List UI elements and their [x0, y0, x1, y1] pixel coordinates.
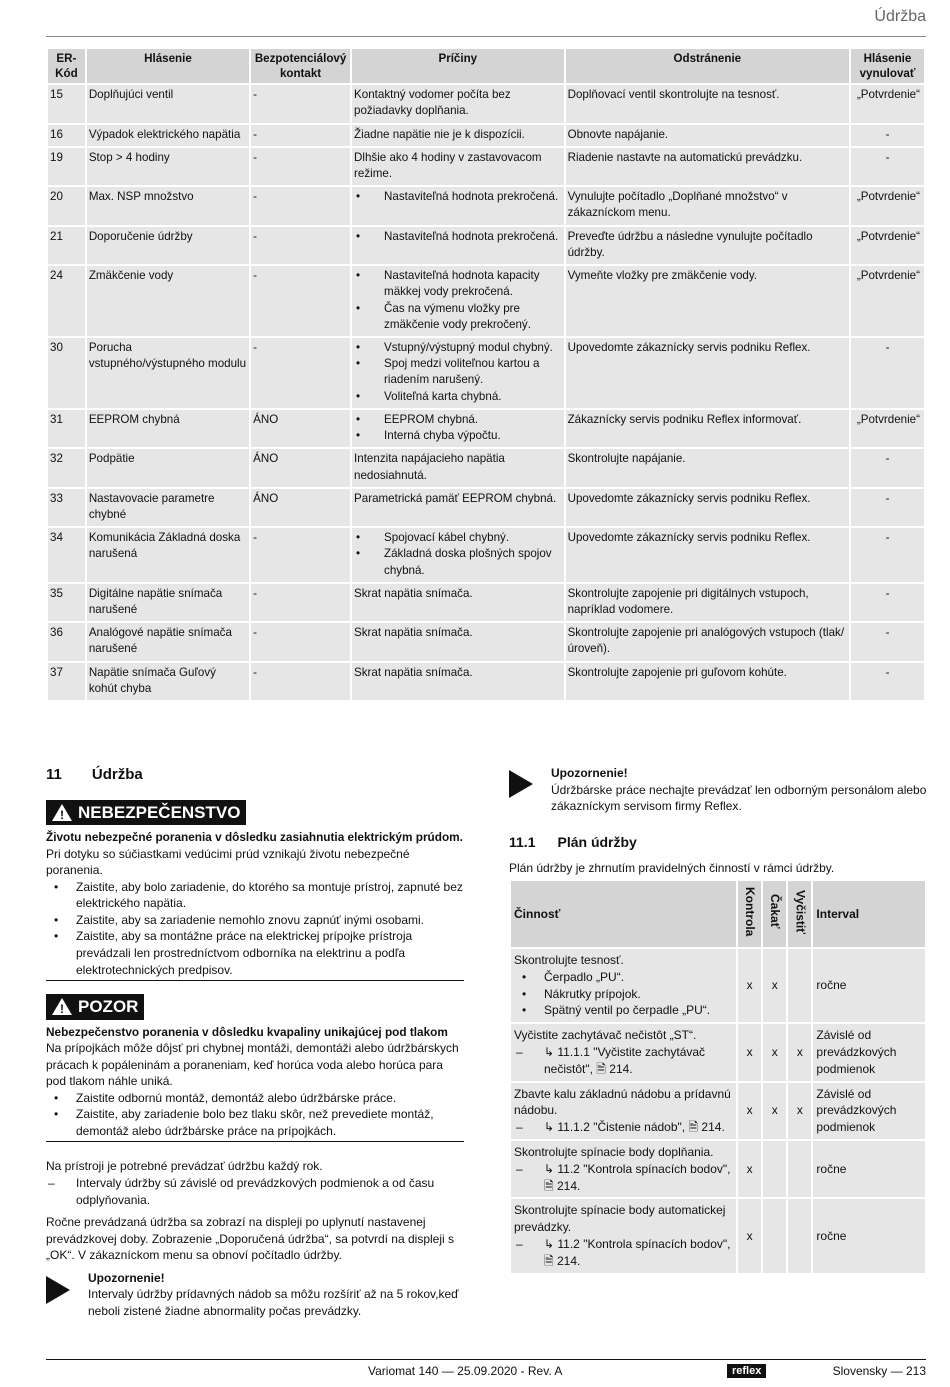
note-title: Upozornenie!	[88, 1270, 165, 1285]
error-fix: Upovedomte zákaznícky servis podniku Reflex.	[566, 528, 849, 582]
error-causes: Intenzita napájacieho napätia nedosiahnutá.	[352, 449, 564, 486]
table-row	[48, 489, 924, 526]
list-item: • Interná chyba výpočtu.	[354, 428, 562, 444]
error-table	[46, 47, 926, 702]
error-fix: Skontrolujte napájanie.	[566, 449, 849, 486]
table-row	[48, 528, 924, 582]
col-header: Kontrola	[738, 881, 761, 947]
error-causes: Skrat napätia snímača.	[352, 663, 564, 700]
error-message: Komunikácia Základná doska narušená	[87, 528, 249, 582]
error-fix: Vymeňte vložky pre zmäkčenie vody.	[566, 266, 849, 336]
plan-activity	[511, 1199, 736, 1272]
error-code: 35	[48, 584, 85, 621]
plan-mark-c: x	[763, 949, 786, 1022]
cross-reference-link[interactable]: – ↳ 11.1.1 "Vyčistite zachytávač nečistôt", 🗎 214.	[514, 1044, 733, 1078]
dash-item: – Intervaly údržby sú závislé od prevádzkových podmienok a od času odplyňovania.	[46, 1175, 464, 1208]
error-code: 32	[48, 449, 85, 486]
error-reset: -	[851, 125, 924, 146]
error-contact: ÁNO	[251, 449, 350, 486]
col-header: Čakať	[763, 881, 786, 947]
plan-mark-k: x	[738, 1141, 761, 1197]
plan-mark-k: x	[738, 1024, 761, 1080]
section-11	[46, 765, 464, 1319]
note-text: Údržbárske práce nechajte prevádzať len odborným personálom alebo zákazníckym servisom firmy Reflex.	[551, 782, 927, 814]
table-row	[511, 949, 925, 1022]
activity-title: Vyčistite zachytávač nečistôt „ST“.	[514, 1028, 697, 1043]
list-item: • Nákrutky prípojok.	[514, 986, 733, 1003]
plan-activity	[511, 949, 736, 1022]
plan-mark-v	[788, 1199, 811, 1272]
error-reset: -	[851, 584, 924, 621]
list-item: • Spojovací kábel chybný.	[354, 530, 562, 546]
error-reset: „Potvrdenie“	[851, 187, 924, 224]
error-causes	[352, 528, 564, 582]
plan-interval: ročne	[813, 1199, 925, 1272]
warning-icon: !	[52, 804, 72, 821]
table-row	[48, 187, 924, 224]
error-causes: Parametrická pamäť EEPROM chybná.	[352, 489, 564, 526]
table-row	[48, 584, 924, 621]
error-fix: Doplňovací ventil skontrolujte na tesnosť.	[566, 85, 849, 122]
list-item: • Základná doska plošných spojov chybná.	[354, 546, 562, 578]
error-fix: Upovedomte zákaznícky servis podniku Reflex.	[566, 489, 849, 526]
danger-text: Pri dotyku so súčiastkami vedúcimi prúd vznikajú životu nebezpečné poranenia.	[46, 846, 410, 878]
error-reset: -	[851, 489, 924, 526]
header-title: Údržba	[874, 8, 926, 25]
col-header: Vyčistiť	[788, 881, 811, 947]
paragraph: Na prístroji je potrebné prevádzať údržbu každý rok.	[46, 1159, 323, 1174]
list-item: • Zaistite, aby zariadenie bolo bez tlaku skôr, než prevediete montáž, demontáž alebo údržbárske práce na prípojkách.	[46, 1106, 464, 1139]
error-message: Stop > 4 hodiny	[87, 148, 249, 185]
error-reset: -	[851, 338, 924, 408]
col-header: Hlásenie	[87, 49, 249, 83]
plan-mark-v: x	[788, 1083, 811, 1139]
error-causes	[352, 227, 564, 264]
list-item: • Spätný ventil po čerpadle „PU“.	[514, 1002, 733, 1019]
table-row	[48, 148, 924, 185]
table-row	[48, 266, 924, 336]
error-reset: -	[851, 528, 924, 582]
error-contact: -	[251, 227, 350, 264]
danger-badge: ! NEBEZPEČENSTVO	[46, 800, 246, 825]
activity-title: Skontrolujte tesnosť.	[514, 953, 624, 967]
error-fix: Riadenie nastavte na automatickú prevádzku.	[566, 148, 849, 185]
table-row	[48, 227, 924, 264]
error-message: Max. NSP množstvo	[87, 187, 249, 224]
plan-interval: ročne	[813, 1141, 925, 1197]
plan-mark-c	[763, 1199, 786, 1272]
warning-icon: !	[52, 998, 72, 1015]
error-fix: Vynulujte počítadlo „Doplňané množstvo“ v zákazníckom menu.	[566, 187, 849, 224]
error-fix: Preveďte údržbu a následne vynulujte počítadlo údržby.	[566, 227, 849, 264]
plan-interval: ročne	[813, 949, 925, 1022]
cross-reference-link[interactable]: – ↳ 11.1.2 "Čistenie nádob", 🗎 214.	[514, 1119, 733, 1136]
error-reset: „Potvrdenie“	[851, 410, 924, 447]
error-causes: Žiadne napätie nie je k dispozícii.	[352, 125, 564, 146]
error-message: Výpadok elektrického napätia	[87, 125, 249, 146]
cross-reference-link[interactable]: – ↳ 11.2 "Kontrola spínacích bodov", 🗎 214.	[514, 1236, 733, 1270]
list-item: • Nastaviteľná hodnota prekročená.	[354, 189, 562, 205]
list-item: • Voliteľná karta chybná.	[354, 389, 562, 405]
col-header: Príčiny	[352, 49, 564, 83]
list-item: • Vstupný/výstupný modul chybný.	[354, 340, 562, 356]
error-reset: -	[851, 623, 924, 660]
col-header: Hlásenie vynulovať	[851, 49, 924, 83]
plan-activity	[511, 1141, 736, 1197]
paragraph: Ročne prevádzaná údržba sa zobrazí na displeji po uplynutí nastavenej prevádzkovej doby. Zobrazenie „Doporučená údržba“, sa potvrdí na displeji s „OK“. V zákazníckom menu sa obnoví počítadlo údržby.	[46, 1215, 454, 1263]
list-item: • Zaistite, aby sa zariadenie nemohlo znovu zapnúť inými osobami.	[46, 912, 464, 929]
note-title: Upozornenie!	[551, 766, 628, 780]
error-message: Nastavovacie parametre chybné	[87, 489, 249, 526]
error-code: 31	[48, 410, 85, 447]
error-message: EEPROM chybná	[87, 410, 249, 447]
error-code: 24	[48, 266, 85, 336]
error-message: Napätie snímača Guľový kohút chyba	[87, 663, 249, 700]
danger-box	[46, 800, 464, 981]
error-contact: ÁNO	[251, 489, 350, 526]
list-item: • Zaistite, aby bolo zariadenie, do ktorého sa montuje prístroj, zapnuté bez elektrického napätia.	[46, 879, 464, 912]
plan-activity	[511, 1083, 736, 1139]
error-message: Porucha vstupného/výstupného modulu	[87, 338, 249, 408]
error-reset: -	[851, 449, 924, 486]
list-item: • Spoj medzi voliteľnou kartou a riadením narušený.	[354, 356, 562, 388]
error-code: 19	[48, 148, 85, 185]
plan-activity	[511, 1024, 736, 1080]
divider	[46, 1141, 464, 1142]
error-causes: Skrat napätia snímača.	[352, 623, 564, 660]
error-message: Analógové napätie snímača narušené	[87, 623, 249, 660]
table-row	[48, 338, 924, 408]
error-fix: Skontrolujte zapojenie pri digitálnych vstupoch, napríklad vodomere.	[566, 584, 849, 621]
table-row	[511, 1024, 925, 1080]
caution-heading: Nebezpečenstvo poranenia v dôsledku kvapaliny unikajúcej pod tlakom	[46, 1024, 448, 1039]
plan-interval: Závislé od prevádzkových podmienok	[813, 1024, 925, 1080]
error-code: 20	[48, 187, 85, 224]
col-header: ER-Kód	[48, 49, 85, 83]
error-causes	[352, 338, 564, 408]
table-row	[511, 1141, 925, 1197]
danger-heading: Životu nebezpečné poranenia v dôsledku zasiahnutia elektrickým prúdom.	[46, 830, 463, 845]
reflex-logo: reflex	[727, 1364, 766, 1378]
col-header: Interval	[813, 881, 925, 947]
error-contact: -	[251, 187, 350, 224]
plan-mark-k: x	[738, 1199, 761, 1272]
error-message: Doplňujúci ventil	[87, 85, 249, 122]
page-number: Slovensky — 213	[832, 1364, 926, 1378]
list-item: • Zaistite odbornú montáž, demontáž alebo údržbárske práce.	[46, 1090, 464, 1107]
error-contact: -	[251, 338, 350, 408]
caution-text: Na prípojkách môže dôjsť pri chybnej montáži, demontáži alebo údržbárskych prácach k popáleninám a poraneniam, keď horúca voda alebo horúca para pod tlakom náhle uniká.	[46, 1041, 459, 1089]
note-box	[509, 765, 927, 815]
plan-header	[511, 881, 925, 947]
list-item: • Čas na výmenu vložky pre zmäkčenie vody prekročený.	[354, 301, 562, 333]
error-causes	[352, 410, 564, 447]
list-item: • EEPROM chybná.	[354, 412, 562, 428]
plan-mark-c	[763, 1141, 786, 1197]
error-message: Doporučenie údržby	[87, 227, 249, 264]
error-code: 21	[48, 227, 85, 264]
plan-interval: Závislé od prevádzkových podmienok	[813, 1083, 925, 1139]
caution-badge: ! POZOR	[46, 994, 144, 1019]
list-item: • Nastaviteľná hodnota kapacity mäkkej vody prekročená.	[354, 268, 562, 300]
col-header: Odstránenie	[566, 49, 849, 83]
table-row	[48, 410, 924, 447]
error-contact: -	[251, 663, 350, 700]
list-item: • Nastaviteľná hodnota prekročená.	[354, 229, 562, 245]
activity-title: Zbavte kalu základnú nádobu a prídavnú nádobu.	[514, 1086, 731, 1118]
error-contact: -	[251, 125, 350, 146]
error-contact: -	[251, 584, 350, 621]
error-fix: Skontrolujte zapojenie pri analógových vstupoch (tlak/úroveň).	[566, 623, 849, 660]
error-fix: Skontrolujte zapojenie pri guľovom kohúte.	[566, 663, 849, 700]
table-row	[48, 85, 924, 122]
page-header	[46, 0, 926, 37]
error-contact: -	[251, 266, 350, 336]
error-contact: -	[251, 623, 350, 660]
table-row	[48, 623, 924, 660]
error-contact: -	[251, 85, 350, 122]
error-reset: -	[851, 663, 924, 700]
error-causes: Skrat napätia snímača.	[352, 584, 564, 621]
error-code: 15	[48, 85, 85, 122]
col-header: Činnosť	[511, 881, 736, 947]
footer-doc: Variomat 140 — 25.09.2020 - Rev. A	[368, 1364, 563, 1378]
table-row	[511, 1199, 925, 1272]
error-causes	[352, 266, 564, 336]
section-heading: 11 Údržba	[46, 766, 143, 783]
plan-mark-v	[788, 949, 811, 1022]
plan-mark-v	[788, 1141, 811, 1197]
note-arrow-icon	[46, 1276, 70, 1304]
error-code: 36	[48, 623, 85, 660]
error-contact: ÁNO	[251, 410, 350, 447]
error-message: Zmäkčenie vody	[87, 266, 249, 336]
activity-title: Skontrolujte spínacie body doplňania.	[514, 1144, 714, 1159]
error-reset: „Potvrdenie“	[851, 85, 924, 122]
error-code: 33	[48, 489, 85, 526]
error-message: Podpätie	[87, 449, 249, 486]
divider	[46, 980, 464, 981]
cross-reference-link[interactable]: – ↳ 11.2 "Kontrola spínacích bodov", 🗎 214.	[514, 1161, 733, 1195]
error-code: 16	[48, 125, 85, 146]
maintenance-plan-table	[509, 879, 927, 1275]
error-code: 30	[48, 338, 85, 408]
error-fix: Obnovte napájanie.	[566, 125, 849, 146]
error-table-header	[48, 49, 924, 83]
error-message: Digitálne napätie snímača narušené	[87, 584, 249, 621]
error-code: 34	[48, 528, 85, 582]
error-causes: Kontaktný vodomer počíta bez požiadavky doplňania.	[352, 85, 564, 122]
col-header: Bezpotenciálový kontakt	[251, 49, 350, 83]
section-heading: 11.1 Plán údržby	[509, 833, 637, 850]
plan-mark-v: x	[788, 1024, 811, 1080]
right-column	[509, 765, 927, 877]
list-item: • Čerpadlo „PU“.	[514, 969, 733, 986]
table-row	[48, 125, 924, 146]
error-code: 37	[48, 663, 85, 700]
note-box	[46, 1270, 464, 1320]
plan-mark-c: x	[763, 1024, 786, 1080]
error-contact: -	[251, 148, 350, 185]
paragraph: Plán údržby je zhrnutím pravidelných činností v rámci údržby.	[509, 860, 835, 875]
note-text: Intervaly údržby prídavných nádob sa môžu rozšíriť až na 5 rokov,keď neboli zistené žiadne abnormality počas prevádzky.	[88, 1287, 459, 1318]
activity-title: Skontrolujte spínacie body automatickej prevádzky.	[514, 1203, 726, 1235]
table-row	[511, 1083, 925, 1139]
error-causes: Dlhšie ako 4 hodiny v zastavovacom režime.	[352, 148, 564, 185]
list-item: • Zaistite, aby sa montážne práce na elektrickej prípojke prístroja prevádzali len prostredníctvom odborníka na elektrinu a podľa elektrotechnických predpisov.	[46, 928, 464, 978]
error-causes	[352, 187, 564, 224]
error-reset: „Potvrdenie“	[851, 227, 924, 264]
table-row	[48, 449, 924, 486]
page-footer	[46, 1359, 926, 1387]
error-reset: -	[851, 148, 924, 185]
plan-mark-k: x	[738, 1083, 761, 1139]
error-reset: „Potvrdenie“	[851, 266, 924, 336]
caution-box	[46, 994, 464, 1142]
error-fix: Zákaznícky servis podniku Reflex informovať.	[566, 410, 849, 447]
error-fix: Upovedomte zákaznícky servis podniku Reflex.	[566, 338, 849, 408]
note-arrow-icon	[509, 770, 533, 798]
table-row	[48, 663, 924, 700]
plan-mark-c: x	[763, 1083, 786, 1139]
error-contact: -	[251, 528, 350, 582]
plan-mark-k: x	[738, 949, 761, 1022]
